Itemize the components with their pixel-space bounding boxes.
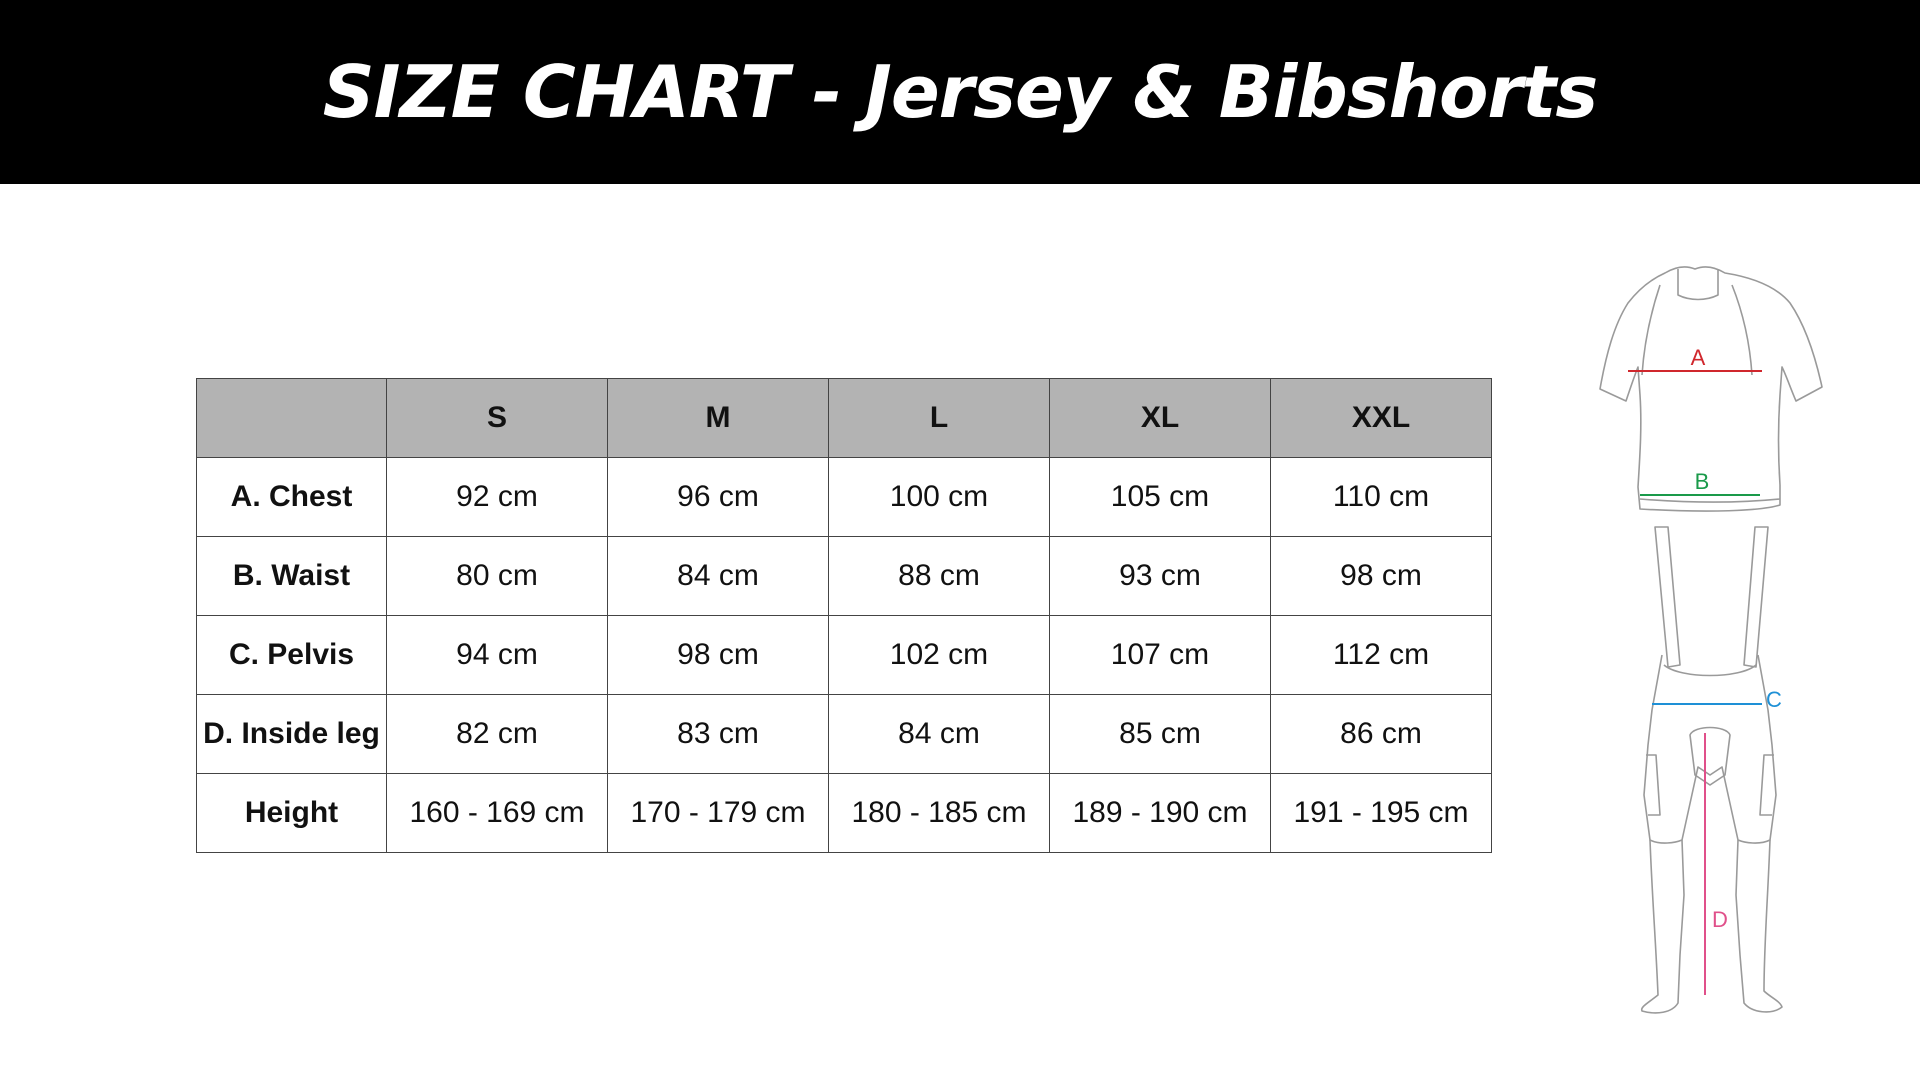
table-cell: 100 cm [829,458,1050,537]
row-label: D. Inside leg [197,695,387,774]
table-cell: 160 - 169 cm [387,774,608,853]
measure-label-d: D [1712,907,1728,932]
table-cell: 102 cm [829,616,1050,695]
column-header-xl: XL [1050,379,1271,458]
column-header-m: M [608,379,829,458]
shorts-side-panel-right [1760,755,1774,815]
table-cell: 98 cm [608,616,829,695]
table-cell: 189 - 190 cm [1050,774,1271,853]
chamois-outline [1690,728,1730,786]
table-cell: 83 cm [608,695,829,774]
measure-label-b: B [1694,469,1710,494]
row-label: B. Waist [197,537,387,616]
leg-left [1642,840,1684,1013]
shorts-side-panel-left [1646,755,1660,815]
bib-strap-left [1655,527,1680,667]
column-header-s: S [387,379,608,458]
table-cell: 110 cm [1271,458,1492,537]
table-corner-cell [197,379,387,458]
table-cell: 92 cm [387,458,608,537]
jersey-hem [1640,499,1780,502]
table-cell: 84 cm [608,537,829,616]
measure-label-a: A [1690,345,1706,370]
table-cell: 88 cm [829,537,1050,616]
table-row-height [197,774,1492,853]
table-cell: 105 cm [1050,458,1271,537]
measurement-figure [1560,255,1840,1015]
column-header-l: L [829,379,1050,458]
table-cell: 112 cm [1271,616,1492,695]
table-row-pelvis [197,616,1492,695]
page-title: SIZE CHART - Jersey & Bibshorts [322,50,1598,134]
jersey-collar [1678,269,1718,300]
table-header-row [197,379,1492,458]
table-cell: 94 cm [387,616,608,695]
body-diagram [1560,255,1840,1015]
table-cell: 86 cm [1271,695,1492,774]
size-table [196,378,1492,853]
table-cell: 107 cm [1050,616,1271,695]
jersey-outline [1600,267,1822,511]
header-banner [0,0,1920,184]
table-cell: 85 cm [1050,695,1271,774]
table-cell: 93 cm [1050,537,1271,616]
table-row-inside-leg [197,695,1492,774]
bib-chamois-top [1664,665,1756,676]
table-cell: 84 cm [829,695,1050,774]
table-cell: 170 - 179 cm [608,774,829,853]
table-cell: 96 cm [608,458,829,537]
table-cell: 180 - 185 cm [829,774,1050,853]
table-row-chest [197,458,1492,537]
table-cell: 98 cm [1271,537,1492,616]
table-cell: 80 cm [387,537,608,616]
measure-label-c: C [1766,687,1782,712]
leg-right [1736,840,1782,1012]
row-label: A. Chest [197,458,387,537]
jersey-right-panel [1732,285,1752,375]
row-label: Height [197,774,387,853]
jersey-left-panel [1642,285,1660,375]
table-cell: 82 cm [387,695,608,774]
column-header-xxl: XXL [1271,379,1492,458]
bibshorts-outline [1644,655,1776,843]
table-cell: 191 - 195 cm [1271,774,1492,853]
table-row-waist [197,537,1492,616]
row-label: C. Pelvis [197,616,387,695]
bib-strap-right [1744,527,1768,667]
